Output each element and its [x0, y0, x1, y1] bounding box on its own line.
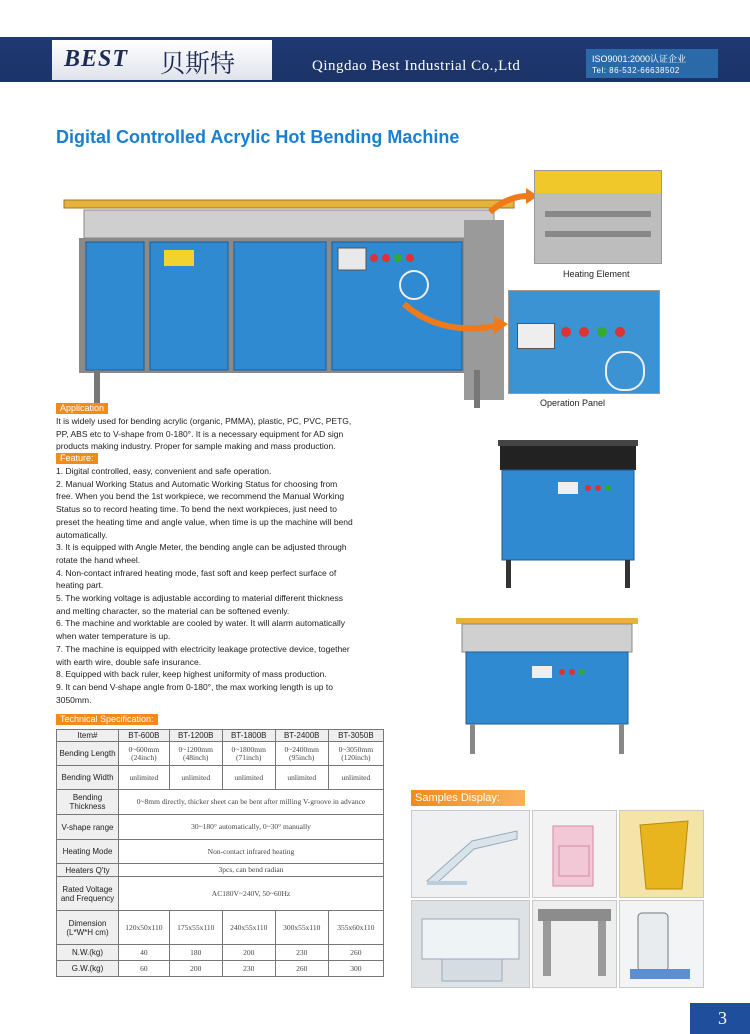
main-machine-photo: [54, 180, 524, 410]
page-title: Digital Controlled Acrylic Hot Bending Machine: [56, 127, 460, 147]
application-line: PP, ABS etc to V-shape from 0-180°. It is a necessary equipment for AD sign: [56, 428, 344, 439]
page-number: 3: [718, 1008, 727, 1028]
table-row: [57, 877, 384, 911]
table-header: BT-1200B: [169, 730, 222, 742]
feature-text: [56, 465, 386, 706]
row-header: Dimension (L*W*H cm): [57, 911, 119, 945]
application-line: products making industry. Proper for sample making and mass production.: [56, 441, 336, 451]
table-cell: 240x55x110: [222, 911, 275, 945]
feature-line: 4. Non-contact infrared heating mode, fast soft and keep perfect surface of: [56, 567, 337, 578]
table-cell: 30~180° automatically, 0~30° manually: [119, 815, 384, 840]
table-row: [57, 945, 384, 961]
feature-label: Feature:: [56, 453, 98, 464]
sample-photo: [411, 810, 530, 898]
table-cell: unlimited: [328, 766, 383, 790]
heating-element-label: Heating Element: [563, 269, 630, 279]
table-cell: unlimited: [119, 766, 170, 790]
table-row: [57, 961, 384, 977]
row-header: G.W.(kg): [57, 961, 119, 977]
table-header: BT-3050B: [328, 730, 383, 742]
table-header: BT-600B: [119, 730, 170, 742]
company-name: Qingdao Best Industrial Co.,Ltd: [312, 58, 521, 74]
table-cell: 40: [119, 945, 170, 961]
sample-photo: [411, 900, 530, 988]
arrow-to-heating: [488, 186, 538, 216]
feature-line: 3050mm.: [56, 694, 92, 705]
application-line: It is widely used for bending acrylic (organic, PMMA), plastic, PC, PVC, PETG,: [56, 416, 352, 426]
brand-name-cn: 贝斯特: [160, 49, 236, 78]
table-cell: 230: [222, 961, 275, 977]
heating-element-photo: [534, 170, 662, 264]
table-cell: 0~1200mm (48inch): [169, 742, 222, 766]
table-header: BT-2400B: [275, 730, 328, 742]
operation-panel-photo: [508, 290, 660, 394]
table-row: [57, 840, 384, 864]
table-cell: 175x55x110: [169, 911, 222, 945]
table-cell: 0~2400mm (95inch): [275, 742, 328, 766]
machine-photo-small-1: [488, 430, 648, 590]
table-cell: unlimited: [275, 766, 328, 790]
application-label: Application: [56, 403, 108, 414]
table-cell: 230: [275, 945, 328, 961]
table-cell: 180: [169, 945, 222, 961]
samples-label: Samples Display:: [411, 790, 525, 806]
table-header: Item#: [57, 730, 119, 742]
feature-line: automatically.: [56, 529, 108, 540]
arrow-to-panel: [400, 296, 510, 340]
table-cell: 200: [169, 961, 222, 977]
feature-line: 3. It is equipped with Angle Meter, the bending angle can be adjusted through: [56, 542, 347, 553]
row-header: Bending Length: [57, 742, 119, 766]
sample-photo: [532, 900, 617, 988]
row-header: N.W.(kg): [57, 945, 119, 961]
table-header: BT-1800B: [222, 730, 275, 742]
row-header: Rated Voltage and Frequency: [57, 877, 119, 911]
table-cell: 0~600mm (24inch): [119, 742, 170, 766]
feature-line: preset the heating time and angle value, when time is up the machine will bend: [56, 516, 353, 527]
table-cell: 3pcs, can bend radian: [119, 864, 384, 877]
feature-line: rotate the hand wheel.: [56, 554, 141, 565]
table-cell: 300x55x110: [275, 911, 328, 945]
row-header: V-shape range: [57, 815, 119, 840]
feature-line: Status so to record heating time. To bend the next workpieces, just need to: [56, 504, 337, 515]
feature-line: free. When you bend the 1st workpiece, we recommend the Manual Working: [56, 491, 345, 502]
feature-line: 7. The machine is equipped with electricity leakage protective device, together: [56, 643, 350, 654]
operation-panel-label: Operation Panel: [540, 398, 606, 408]
table-cell: 60: [119, 961, 170, 977]
table-cell: 0~8mm directly, thicker sheet can be bent after milling V-groove in advance: [119, 790, 384, 815]
table-row: [57, 730, 384, 742]
feature-line: 8. Equipped with back ruler, keep highest uniformity of mass production.: [56, 669, 327, 680]
feature-line: 1. Digital controlled, easy, convenient and safe operation.: [56, 466, 272, 476]
feature-line: when water temperature is up.: [56, 631, 171, 642]
table-cell: 120x50x110: [119, 911, 170, 945]
application-text: [56, 415, 386, 453]
spec-label: Technical Specification:: [56, 714, 158, 725]
table-cell: 300: [328, 961, 383, 977]
table-row: [57, 766, 384, 790]
table-cell: AC180V~240V, 50~60Hz: [119, 877, 384, 911]
table-cell: 355x60x110: [328, 911, 383, 945]
table-cell: 260: [275, 961, 328, 977]
table-cell: 200: [222, 945, 275, 961]
spec-table: [56, 729, 384, 977]
machine-photo-small-2: [452, 606, 642, 756]
row-header: Heaters Q'ty: [57, 864, 119, 877]
telephone: Tel: 86-532-66638502: [592, 66, 680, 75]
row-header: Heating Mode: [57, 840, 119, 864]
iso-cert: ISO9001:2000认证企业: [592, 54, 687, 64]
table-row: [57, 911, 384, 945]
feature-line: and melting character, so the material can be softened evenly.: [56, 605, 290, 616]
feature-line: 2. Manual Working Status and Automatic Working Status for choosing from: [56, 478, 338, 489]
table-row: [57, 742, 384, 766]
feature-line: 6. The machine and worktable are cooled by water. It will alarm automatically: [56, 618, 345, 629]
table-row: [57, 815, 384, 840]
feature-line: 5. The working voltage is adjustable according to material different thickness: [56, 593, 343, 604]
table-row: [57, 790, 384, 815]
table-row: [57, 864, 384, 877]
table-cell: 0~3050mm (120inch): [328, 742, 383, 766]
table-cell: unlimited: [169, 766, 222, 790]
row-header: Bending Width: [57, 766, 119, 790]
feature-line: heating part.: [56, 580, 104, 591]
row-header: Bending Thickness: [57, 790, 119, 815]
table-cell: 0~1800mm (71inch): [222, 742, 275, 766]
sample-photo: [619, 810, 704, 898]
brand-name: BEST: [64, 46, 129, 72]
sample-photo: [532, 810, 617, 898]
sample-photo: [619, 900, 704, 988]
feature-line: 9. It can bend V-shape angle from 0-180°, the max working length is up to: [56, 681, 333, 692]
table-cell: Non-contact infrared heating: [119, 840, 384, 864]
feature-line: with earth wire, double safe insurance.: [56, 656, 202, 667]
table-cell: unlimited: [222, 766, 275, 790]
table-cell: 260: [328, 945, 383, 961]
